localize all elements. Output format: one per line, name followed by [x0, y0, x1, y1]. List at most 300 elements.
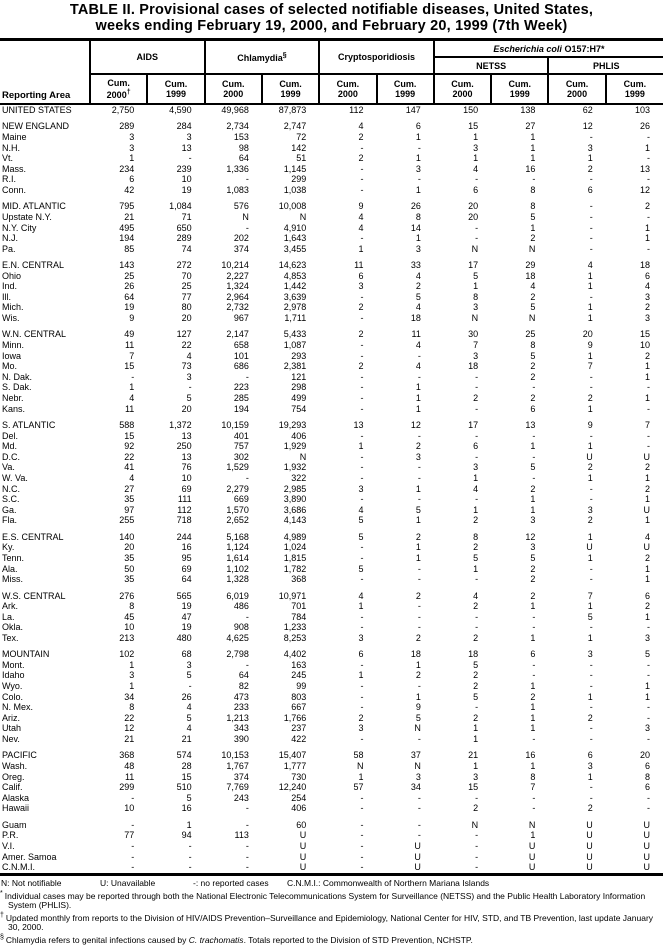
cell: 2 [473, 393, 479, 404]
cell: 1 [587, 771, 593, 782]
cell: 1 [415, 552, 421, 563]
cell: 112 [349, 105, 364, 115]
cell: 11 [124, 771, 135, 782]
cell: 72 [296, 131, 307, 142]
title-line-1: TABLE II. Provisional cases of selected notifiable diseases, United States, [69, 2, 594, 18]
cell: 1,087 [283, 340, 307, 351]
cell: 2 [645, 201, 651, 212]
footnote-section-organism: C. trachomatis [188, 934, 244, 945]
cell: 9 [587, 340, 593, 351]
cell: 202 [233, 233, 249, 244]
footnote-dagger [0, 911, 663, 933]
reporting-area-header: Reporting Area [0, 40, 90, 105]
cell: - [360, 494, 364, 505]
cell: - [475, 233, 479, 244]
cell: 127 [176, 329, 192, 340]
cell: 2 [587, 712, 593, 723]
cell: 10,971 [278, 590, 307, 601]
cell: 5 [587, 611, 593, 622]
cell: 21 [124, 211, 135, 222]
cell: 289 [176, 233, 192, 244]
cell: 1,529 [226, 462, 249, 473]
cell: 21 [468, 750, 479, 761]
cell: 6 [645, 590, 651, 601]
cell: - [360, 792, 364, 803]
row-label: N. Mex. [2, 702, 34, 713]
cell: - [647, 659, 651, 670]
cell: - [360, 462, 364, 473]
cell: 37 [410, 750, 421, 761]
cum-year-header: Cum. 2000 [434, 74, 491, 104]
cell: 2,732 [226, 302, 249, 313]
row-label: Wash. [2, 761, 28, 772]
cell: 5 [358, 531, 364, 542]
cell: 1 [415, 184, 421, 195]
cell: 10,153 [221, 750, 249, 761]
cell: 4 [530, 281, 536, 292]
cell: - [589, 483, 593, 494]
cell: 1 [473, 281, 479, 292]
cell: 730 [291, 771, 307, 782]
cell: 1 [530, 702, 536, 713]
cell: 1 [530, 830, 536, 841]
cell: - [589, 574, 593, 585]
chlamydia-label: Chlamydia [237, 52, 283, 63]
cell: 2 [645, 483, 651, 494]
cell: 68 [181, 649, 192, 660]
row-label: C.N.M.I. [2, 862, 35, 873]
cell: 49,968 [221, 105, 249, 115]
cell: 4 [186, 723, 192, 734]
cell: - [475, 862, 479, 873]
cell: - [532, 611, 536, 622]
cell: 422 [291, 734, 307, 745]
cell: 565 [176, 590, 192, 601]
cum-year-header: Cum. 2000 [205, 74, 262, 104]
cell: 2 [415, 632, 421, 643]
cell: - [360, 451, 364, 462]
cell: 289 [119, 121, 135, 132]
table-row [0, 292, 663, 303]
cell: 6 [358, 270, 364, 281]
cell: 2 [473, 712, 479, 723]
cell: 3 [645, 313, 651, 324]
cell: 8 [530, 184, 536, 195]
cell: 2 [645, 462, 651, 473]
cell: 80 [181, 302, 192, 313]
cell: - [360, 691, 364, 702]
cell: 390 [233, 734, 249, 745]
cell: - [131, 371, 135, 382]
cell: 1,213 [226, 712, 249, 723]
cell: - [417, 350, 421, 361]
cell: 574 [176, 750, 192, 761]
cell: 194 [233, 403, 249, 414]
cell: 3 [645, 723, 651, 734]
cell: 1 [587, 153, 593, 164]
cell: 58 [353, 750, 364, 761]
cell: - [647, 211, 651, 222]
cell: 4 [587, 260, 593, 271]
cell: 2 [645, 302, 651, 313]
cell: 163 [291, 659, 307, 670]
cell: - [245, 862, 249, 873]
cell: - [188, 153, 192, 164]
table-row [0, 772, 663, 783]
cell: - [475, 430, 479, 441]
cell: 1 [587, 552, 593, 563]
table-row [0, 462, 663, 473]
cell: 77 [124, 830, 135, 841]
cell: 686 [233, 361, 249, 372]
cell: 1,932 [283, 462, 307, 473]
table-row [0, 713, 663, 724]
cell: - [647, 403, 651, 414]
cell: 15 [468, 121, 479, 132]
table-row [0, 484, 663, 495]
table-row [0, 185, 663, 196]
cell: 1 [415, 382, 421, 393]
cell: 2 [473, 542, 479, 553]
cell: 223 [233, 382, 249, 393]
cell: 1 [645, 361, 651, 372]
cell: 18 [410, 313, 421, 324]
row-label: Alaska [2, 792, 30, 803]
cell: - [360, 552, 364, 563]
table-row [0, 542, 663, 553]
cell: 113 [234, 830, 249, 841]
row-label: Conn. [2, 184, 27, 195]
cell: 2 [415, 670, 421, 681]
cell: 49 [124, 329, 135, 340]
table-row [0, 452, 663, 463]
aids-column-group [90, 40, 205, 75]
cell: - [360, 291, 364, 302]
footnote-dagger-marker: † [0, 911, 4, 919]
row-label: Tenn. [2, 552, 25, 563]
cell: 18 [525, 270, 536, 281]
cell: 6 [473, 184, 479, 195]
cell: 28 [181, 761, 192, 772]
cell: 2 [473, 803, 479, 814]
cell: 12,240 [278, 782, 307, 793]
cell: - [475, 451, 479, 462]
cell: 1 [645, 574, 651, 585]
cell: 26 [640, 121, 651, 132]
cell: 3 [530, 515, 536, 526]
cell: 2 [358, 131, 364, 142]
cell: 20 [124, 542, 135, 553]
cell: 1 [415, 483, 421, 494]
cell: 3 [415, 243, 421, 254]
footnote-asterisk [0, 889, 663, 911]
cell: N [528, 313, 536, 324]
cell: 5 [415, 712, 421, 723]
cell: 4,590 [169, 105, 192, 115]
row-label: Wyo. [2, 681, 23, 692]
row-label: Miss. [2, 574, 23, 585]
page [0, 2, 663, 945]
cell: 480 [176, 632, 192, 643]
row-label: N.J. [2, 233, 19, 244]
cell: 3 [129, 142, 135, 153]
cell: 19,293 [278, 420, 307, 431]
table-row [0, 841, 663, 852]
cell: 6 [645, 270, 651, 281]
cell: 25 [181, 281, 192, 292]
cell: - [360, 659, 364, 670]
cell: 1,233 [283, 622, 307, 633]
table-row [0, 174, 663, 185]
cell: 18 [468, 649, 479, 660]
cell: 20 [640, 750, 651, 761]
cell: 10,008 [278, 201, 307, 212]
cum-year-header: Cum. 1999 [262, 74, 319, 104]
cell: 234 [119, 163, 135, 174]
legend-cnmi: C.N.M.I.: Commonwealth of Northern Mariana Islands [287, 877, 490, 888]
cell: - [360, 702, 364, 713]
legend-no-reported-cases: -: no reported cases [193, 877, 269, 888]
cell: 13 [640, 163, 651, 174]
cell: - [589, 702, 593, 713]
cell: - [360, 574, 364, 585]
cell: 3 [415, 771, 421, 782]
table-row [0, 420, 663, 431]
cell: U [643, 830, 651, 841]
cell: 374 [233, 243, 249, 254]
cell: 1 [415, 691, 421, 702]
cell: 50 [124, 563, 135, 574]
cell: N [242, 211, 249, 222]
table-row [0, 793, 663, 804]
table-row [0, 553, 663, 564]
cell: 1 [645, 472, 651, 483]
cell: 1 [415, 131, 421, 142]
row-label: N.Y. City [2, 222, 37, 233]
row-label: N.H. [2, 142, 20, 153]
row-label: MOUNTAIN [2, 649, 50, 660]
cell: - [131, 792, 135, 803]
cell: - [475, 611, 479, 622]
cell: U [643, 504, 651, 515]
cell: 1 [645, 494, 651, 505]
cell: 1,570 [226, 504, 249, 515]
cell: - [589, 222, 593, 233]
cell: 3 [358, 723, 364, 734]
cell: 7 [587, 590, 593, 601]
footnote-section-text-pre: Chlamydia refers to genital infections caused by [5, 934, 189, 945]
cell: 48 [124, 761, 135, 772]
cell: 1 [473, 131, 479, 142]
table-row [0, 505, 663, 516]
cell: U [528, 851, 536, 862]
cell: 4,910 [283, 222, 307, 233]
cell: 4 [473, 483, 479, 494]
cell: 153 [233, 131, 249, 142]
cell: 908 [233, 622, 249, 633]
row-label: Mont. [2, 659, 25, 670]
cell: 1 [473, 761, 479, 772]
cell: - [589, 734, 593, 745]
cell: 1 [415, 403, 421, 414]
table-row [0, 233, 663, 244]
cell: 650 [176, 222, 192, 233]
cell: 27 [124, 483, 135, 494]
cell: 2 [587, 515, 593, 526]
cell: 1 [530, 504, 536, 515]
cell: 18 [640, 260, 651, 271]
cell: 1 [415, 393, 421, 404]
cell: 20 [468, 201, 479, 212]
cell: 3 [473, 771, 479, 782]
cell: 237 [291, 723, 307, 734]
cell: - [589, 243, 593, 254]
cell: - [589, 792, 593, 803]
chlamydia-footnote-marker: § [282, 51, 287, 59]
cell: - [360, 430, 364, 441]
cell: 1 [587, 313, 593, 324]
table-row [0, 441, 663, 452]
legend-not-notifiable: N: Not notifiable [1, 877, 62, 888]
cell: - [475, 574, 479, 585]
cell: 2 [415, 590, 421, 601]
row-label: Guam [2, 819, 27, 830]
cell: 213 [119, 632, 135, 643]
cell: - [417, 430, 421, 441]
cell: 5 [186, 393, 192, 404]
table-row [0, 723, 663, 734]
cell: 1 [587, 632, 593, 643]
cell: - [417, 371, 421, 382]
cell: 3 [473, 462, 479, 473]
cell: 16 [525, 750, 536, 761]
cell: 245 [291, 670, 307, 681]
cell: 20 [181, 403, 192, 414]
cell: - [417, 142, 421, 153]
cell: 5 [473, 270, 479, 281]
cell: 7 [645, 420, 651, 431]
cell: 2 [473, 681, 479, 692]
cell: 254 [291, 792, 307, 803]
cell: 3 [645, 291, 651, 302]
cell: 64 [238, 153, 249, 164]
table-row [0, 260, 663, 271]
cell: - [475, 830, 479, 841]
cell: 4 [358, 211, 364, 222]
cell: 4 [415, 340, 421, 351]
cell: 147 [405, 105, 421, 115]
cell: N [471, 819, 479, 830]
cell: 35 [124, 574, 135, 585]
cell: 1 [530, 723, 536, 734]
cell: 3 [415, 451, 421, 462]
cell: - [245, 611, 249, 622]
table-row [0, 393, 663, 404]
cell: 368 [291, 574, 307, 585]
cell: 967 [233, 313, 249, 324]
table-row [0, 820, 663, 831]
cell: 10 [181, 174, 192, 185]
cell: - [417, 494, 421, 505]
cell: 4 [186, 702, 192, 713]
cell: 302 [233, 451, 249, 462]
cell: 2,734 [226, 121, 249, 132]
cell: 20 [582, 329, 593, 340]
cell: 7 [473, 340, 479, 351]
cum-year-header: Cum. 2000 [319, 74, 376, 104]
cell: - [417, 472, 421, 483]
cell: 3 [358, 483, 364, 494]
cell: 1 [473, 734, 479, 745]
cell: 1,084 [169, 201, 192, 212]
cell: 4,625 [226, 632, 249, 643]
cell: - [589, 430, 593, 441]
notifiable-diseases-table [0, 38, 663, 876]
row-label: Upstate N.Y. [2, 211, 52, 222]
cell: 5 [415, 291, 421, 302]
cell: - [360, 393, 364, 404]
table-row [0, 473, 663, 484]
row-label: S. ATLANTIC [2, 420, 56, 431]
cell: 2 [358, 302, 364, 313]
cell: - [475, 174, 479, 185]
cell: 1 [530, 712, 536, 723]
cell: - [245, 819, 249, 830]
cell: 2,381 [283, 361, 307, 372]
cell: 45 [124, 611, 135, 622]
cell: 255 [119, 515, 135, 526]
ecoli-italic-label: Escherichia coli [493, 43, 562, 54]
cell: - [245, 222, 249, 233]
cell: 406 [291, 430, 307, 441]
cell: 112 [177, 504, 192, 515]
cryptosporidiosis-label: Cryptosporidiosis [338, 52, 416, 62]
cell: 1 [587, 441, 593, 452]
cell: 64 [181, 574, 192, 585]
cell: 499 [291, 393, 307, 404]
ecoli-serotype-label: O157:H7* [561, 43, 605, 54]
cell: 1 [415, 233, 421, 244]
table-row [0, 153, 663, 164]
cell: - [360, 163, 364, 174]
row-label: Va. [2, 462, 15, 473]
cell: 71 [181, 211, 192, 222]
cell: 5 [645, 649, 651, 660]
cell: - [417, 462, 421, 473]
cell: 9 [587, 420, 593, 431]
cell: 20 [468, 211, 479, 222]
cell: 101 [233, 350, 249, 361]
cell: 243 [233, 792, 249, 803]
cell: 2,147 [226, 329, 249, 340]
cell: 30 [468, 329, 479, 340]
cell: 401 [233, 430, 249, 441]
cell: 22 [124, 712, 135, 723]
table-row [0, 382, 663, 393]
cell: U [643, 840, 651, 851]
row-label: Wis. [2, 313, 20, 324]
cell: 6 [530, 649, 536, 660]
cell: 12 [410, 420, 421, 431]
cell: 1 [530, 142, 536, 153]
cell: 11 [124, 403, 135, 414]
cell: 1,815 [283, 552, 307, 563]
cell: 98 [238, 142, 249, 153]
cell: - [360, 622, 364, 633]
cell: 1 [645, 681, 651, 692]
cell: - [532, 430, 536, 441]
cell: 2 [473, 632, 479, 643]
